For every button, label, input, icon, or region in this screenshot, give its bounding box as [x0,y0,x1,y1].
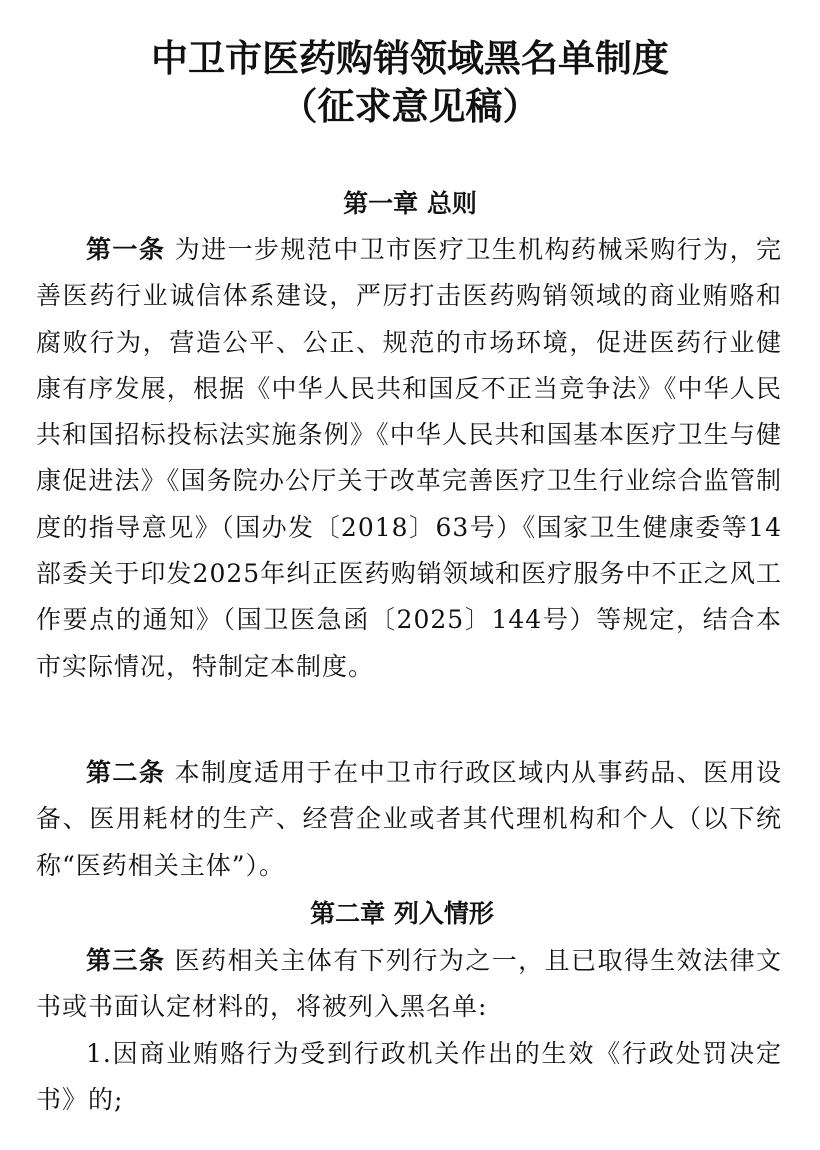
document-title: 中卫市医药购销领域黑名单制度 [151,37,669,80]
article-3 [36,938,782,1031]
document-subtitle: （征求意见稿） [280,85,540,128]
chapter-heading-2: 第二章 列入情形 [310,899,494,928]
article-1-text: 为进一步规范中卫市医疗卫生机构药械采购行为，完善医药行业诚信体系建设，严厉打击医药购销领域的商业贿赂和腐败行为，营造公平、公正、规范的市场环境，促进医药行业健康有序发展，根据《中华人民共和国反不正当竞争法》《中华人民共和国招标投标法实施条例》《中华人民共和国基本医疗卫生与健康促进法》《国务院办公厅关于改革完善医疗卫生行业综合监管制度的指导意见》（国办发〔2018〕63号）《国家卫生健康委等14部委关于印发2025年纠正医药购销领域和医疗服务中不正之风工作要点的通知》（国卫医急函〔2025〕144号）等规定，结合本市实际情况，特制定本制度。 [36,235,782,681]
article-3-text: 医药相关主体有下列行为之一，且已取得生效法律文书或书面认定材料的，将被列入黑名单: [36,946,782,1022]
article-2 [36,750,782,889]
chapter-heading-1: 第一章 总则 [343,189,477,218]
article-1 [36,227,782,690]
article-1-label: 第一条 [86,235,166,264]
article-2-label: 第二条 [86,758,166,787]
article-3-item-1: 1.因商业贿赂行为受到行政机关作出的生效《行政处罚决定书》的; [36,1039,782,1115]
article-2-text: 本制度适用于在中卫市行政区域内从事药品、医用设备、医用耗材的生产、经营企业或者其代理机构和个人（以下统称“医药相关主体”）。 [36,758,782,880]
article-3-label: 第三条 [86,946,166,975]
